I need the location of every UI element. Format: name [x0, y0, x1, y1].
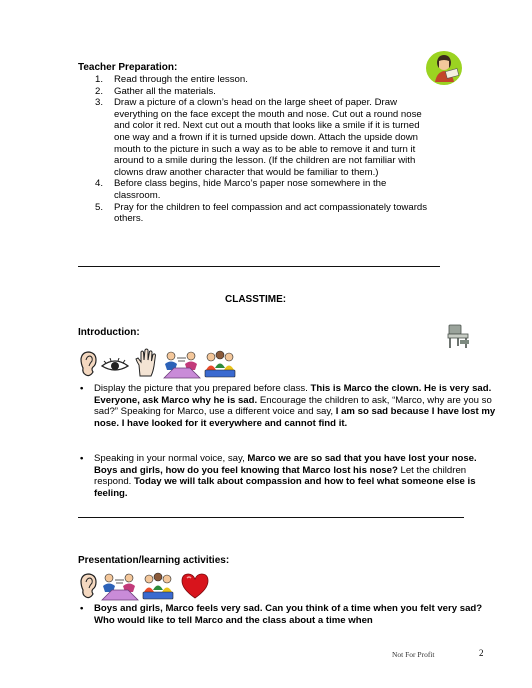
school-desk-icon: [446, 322, 472, 355]
ear-icon: [78, 350, 98, 378]
section-divider: [78, 266, 440, 267]
presentation-bullet-1: • Boys and girls, Marco feels very sad. Can you think of a time when you felt very sad? Who would like to tell Marco and the class about a time when: [80, 603, 483, 626]
group-children-icon: [142, 572, 174, 600]
intro-bullet-1: • Display the picture that you prepared before class. This is Marco the clown. He is very sad. Everyone, ask Marco why he is sad. Encourage the children to ask, “Marco, why are you so sad?” Speaking for Marco, use a different voice and say, I am so sad because I have lost my nose. I have looked for it everywhere and cannot find it.: [80, 383, 496, 429]
page-number: 2: [479, 648, 484, 658]
classtime-heading: CLASSTIME:: [225, 294, 287, 305]
prep-step-1: 1. Read through the entire lesson.: [95, 74, 248, 85]
section-divider: [78, 517, 464, 518]
group-children-icon: [204, 350, 236, 378]
heart-icon: [180, 572, 210, 600]
presentation-heading: Presentation/learning activities:: [78, 555, 230, 566]
teacher-prep-steps: [95, 74, 435, 225]
prep-step-4: 4. Before class begins, hide Marco’s paper nose somewhere in the classroom.: [95, 178, 387, 201]
children-talking-icon: [162, 350, 202, 380]
intro-activity-icons: [78, 348, 238, 380]
presentation-activity-icons: [78, 570, 238, 602]
eye-icon: [100, 358, 130, 374]
prep-step-3: 3. Draw a picture of a clown’s head on the large sheet of paper. Draw everything on the face except the mouth and nose. Cut out a round nose and color it red. Next cut out a mouth that looks like a smile if it is turned one way and a frown if it is turned upside down. Attach the upside down mouth to the picture in such a way as to be able to remove it and turn it around to a smile during the lesson. (If the children are not familiar with clowns draw another character that would be familiar to them.): [95, 97, 422, 178]
teacher-prep-heading: Teacher Preparation:: [78, 62, 178, 73]
introduction-heading: Introduction:: [78, 327, 140, 338]
intro-bullet-2: • Speaking in your normal voice, say, Marco we are so sad that you have lost your nose. Boys and girls, how do you feel knowing that Marco lost his nose? Let the children respond. Today we will talk about compassion and how to feel what someone else is feeling.: [80, 453, 477, 499]
prep-step-2: 2. Gather all the materials.: [95, 85, 216, 97]
hand-icon: [134, 348, 158, 378]
footer-label: Not For Profit: [392, 650, 435, 659]
prep-step-5: 5. Pray for the children to feel compassion and act compassionately towards others.: [95, 201, 428, 225]
ear-icon: [78, 572, 98, 600]
children-talking-icon: [100, 572, 140, 602]
